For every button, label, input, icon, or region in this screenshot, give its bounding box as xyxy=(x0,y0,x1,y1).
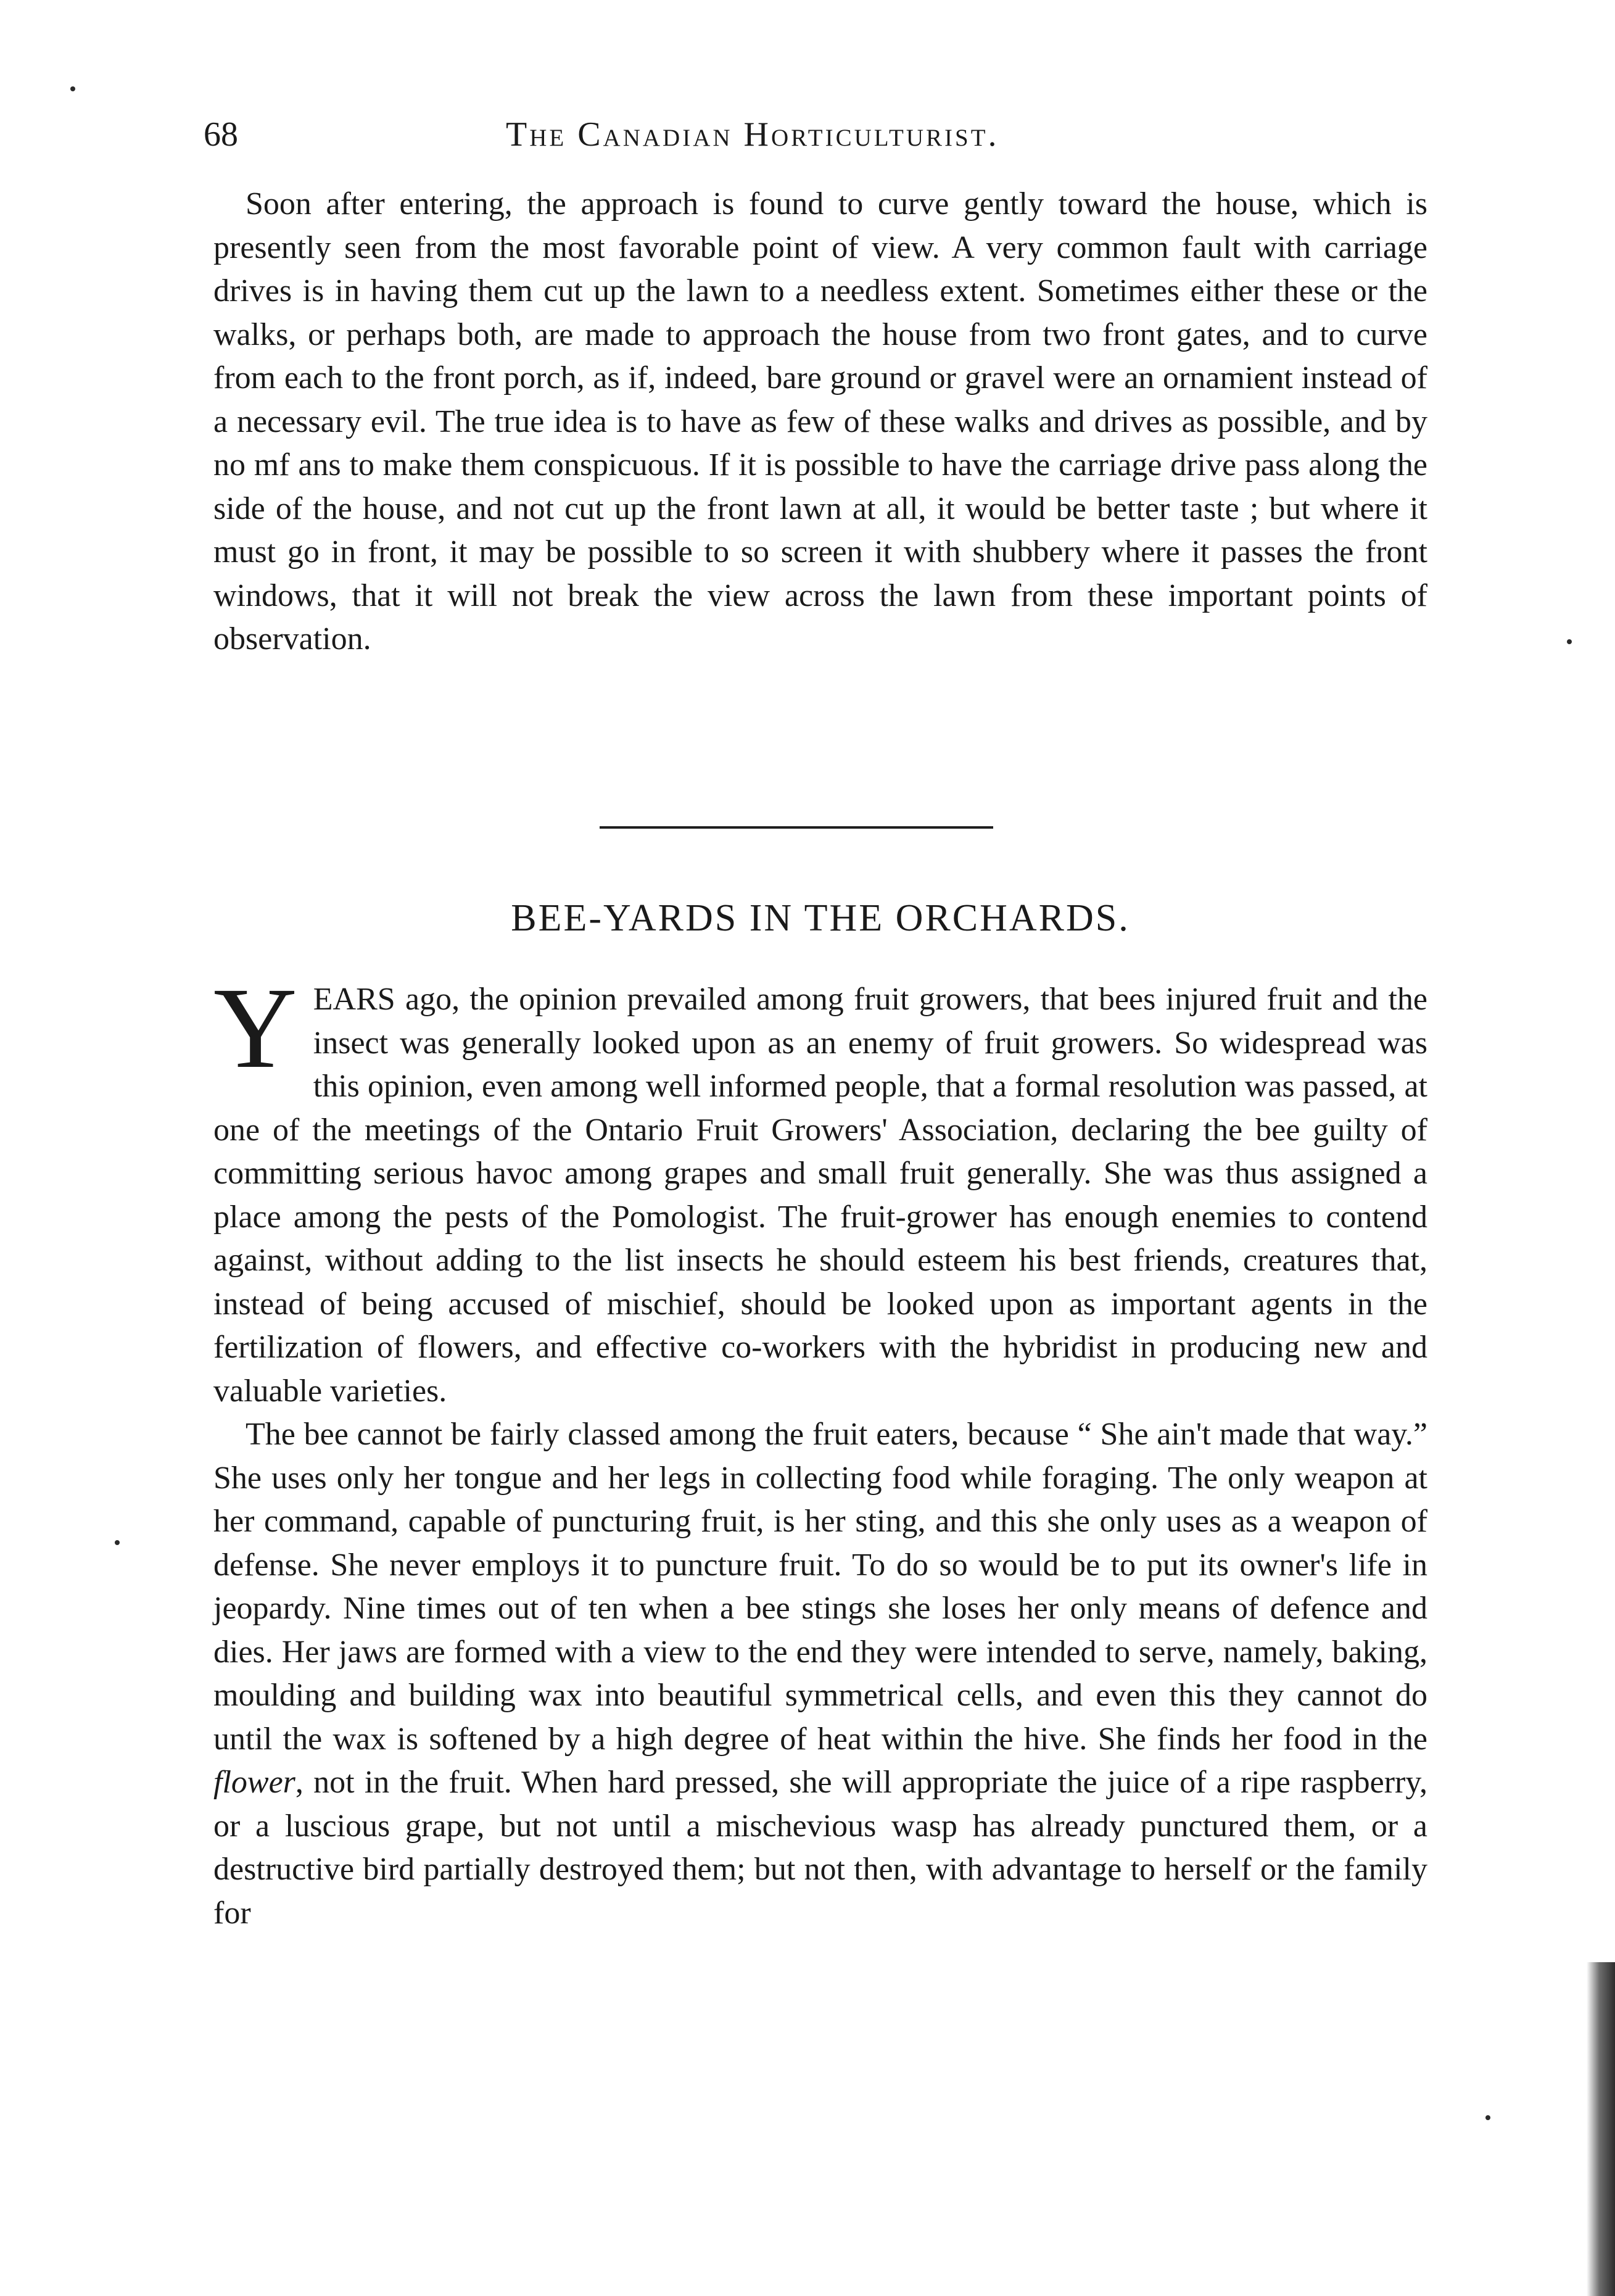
scan-speck xyxy=(70,86,75,91)
article-paragraph-2-italic: flower xyxy=(213,1765,295,1800)
section-divider-rule xyxy=(600,826,993,829)
section-1-paragraph: Soon after entering, the approach is found to curve gently toward the house, which is presently seen from the most favorable point of view. A very common fault with carriage drives is in having them cut up the lawn to a needless extent. Sometimes either these or the walks, or perhaps both, are made to approach the house from two front gates, and to curve from each to the front porch, as if, indeed, bare ground or gravel were an ornamient instead of a necessary evil. The true idea is to have as few of these walks and drives as possible, and by no mf ans to make them conspicuous. If it is possible to have the carriage drive pass along the side of the house, and not cut up the front lawn at all, it would be better taste ; but where it must go in front, it may be possible to so screen it with shubbery where it passes the front windows, that it will not break the view across the lawn from these important points of observation. xyxy=(213,186,1427,657)
page-header xyxy=(204,110,1431,159)
article-body xyxy=(213,963,1427,1935)
scan-edge-shadow xyxy=(1587,1962,1615,2296)
article-paragraph-1-text: EARS ago, the opinion prevailed among fruit growers, that bees injured fruit and the insect was generally looked upon as an enemy of fruit growers. So widespread was this opinion, even among well informed people, that a formal resolution was passed, at one of the meetings of the Ontario Fruit Growers' Association, declaring the bee guilty of committing serious havoc among grapes and small fruit generally. She was thus assigned a place among the pests of the Pomologist. The fruit-grower has enough enemies to contend against, without adding to the list insects he should esteem his best friends, creatures that, instead of being accused of mischief, should be looked upon as important agents in the fertilization of flowers, and effective co-workers with the hybridist in producing new and valuable varieties. xyxy=(213,982,1427,1409)
article-paragraph-2-text-a: The bee cannot be fairly classed among the fruit eaters, because “ She ain't made that way.” She uses only her tongue and her legs in collecting food while foraging. The only weapon at her command, capable of puncturing fruit, is her sting, and this she only uses as a weapon of defense. She never employs it to puncture fruit. To do so would be to put its owner's life in jeopardy. Nine times out of ten when a bee stings she loses her only means of defence and dies. Her jaws are formed with a view to the end they were intended to serve, namely, baking, moulding and building wax into beautiful symmetrical cells, and even this they cannot do until the wax is softened by a high degree of heat within the hive. She finds her food in the xyxy=(213,1417,1427,1757)
running-title: The Canadian Horticulturist. xyxy=(506,115,999,154)
article-paragraph-1 xyxy=(213,963,1427,1413)
article-paragraph-2 xyxy=(213,1413,1427,1935)
section-1-text xyxy=(213,183,1427,661)
page-number: 68 xyxy=(204,115,238,154)
scan-speck xyxy=(1567,639,1572,644)
scan-speck xyxy=(1485,2115,1490,2120)
article-title: BEE-YARDS IN THE ORCHARDS. xyxy=(511,897,1130,939)
scan-speck xyxy=(115,1540,120,1545)
article-paragraph-2-text-b: , not in the fruit. When hard pressed, she will appropriate the juice of a ripe raspberry, or a luscious grape, but not until a mischevious wasp has already punctured them, or a destructive bird partially destroyed them; but not then, with advantage to herself or the family for xyxy=(213,1765,1427,1931)
dropcap-letter: Y xyxy=(213,963,297,1092)
